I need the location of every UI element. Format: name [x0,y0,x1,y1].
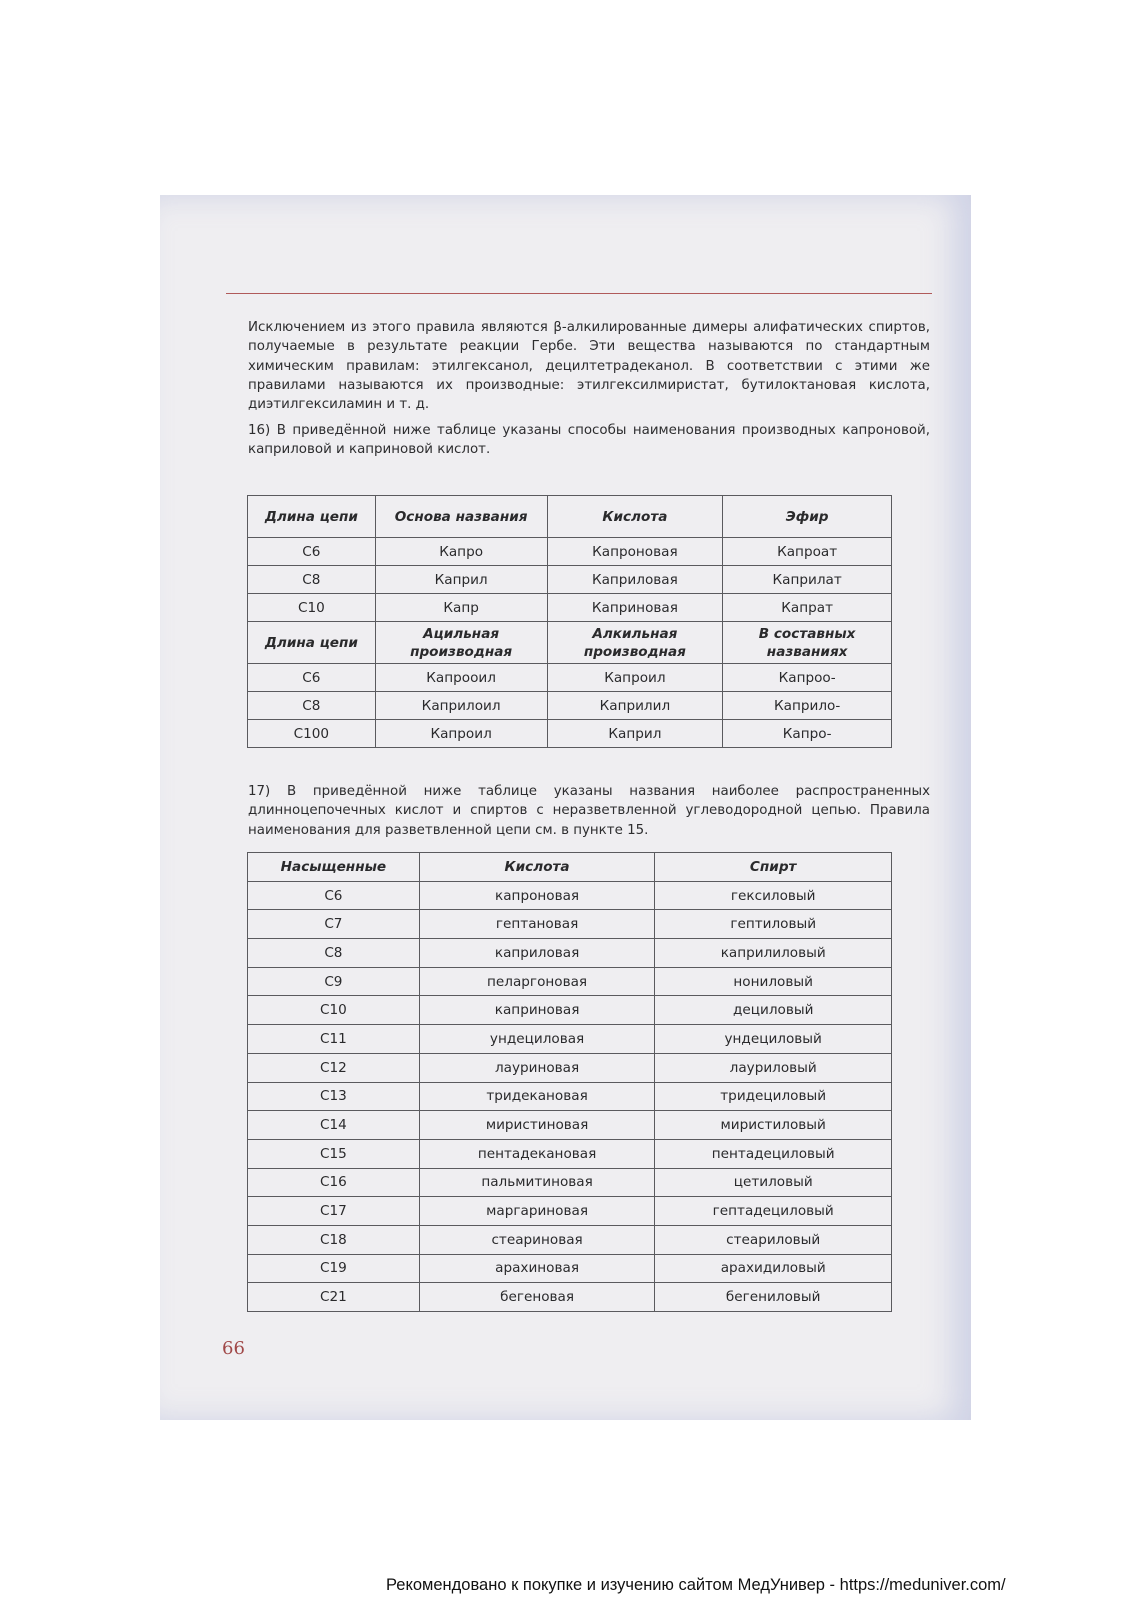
table-cell: гептиловый [655,910,892,939]
table-row [248,1254,892,1283]
scanned-page [160,195,971,1420]
table-cell: C8 [248,939,420,968]
table-cell: каприлиловый [655,939,892,968]
table-cell: C11 [248,1025,420,1054]
table-cell: C12 [248,1053,420,1082]
table-cell: C8 [248,692,376,720]
table-cell: C8 [248,566,376,594]
table-cell: стеариновая [419,1225,655,1254]
naming-table-16 [247,495,892,748]
header-cell: Кислота [547,496,723,538]
table-cell: Каприлоил [375,692,547,720]
table-cell: лауриловый [655,1053,892,1082]
table-row [248,664,892,692]
table-cell: Каприл [375,566,547,594]
table-cell: маргариновая [419,1197,655,1226]
table-cell: каприновая [419,996,655,1025]
table-cell: пентадециловый [655,1139,892,1168]
table-cell: гептановая [419,910,655,939]
table-cell: C10 [248,996,420,1025]
table-cell: Каприл [547,720,723,748]
table-cell: Каприловая [547,566,723,594]
table-cell: Каприло- [723,692,892,720]
table-cell: C6 [248,664,376,692]
table-row [248,1225,892,1254]
table-cell: Капро [375,538,547,566]
table-row [248,1082,892,1111]
table-row [248,1168,892,1197]
table-row [248,594,892,622]
table-cell: миристиновая [419,1111,655,1140]
header-cell: Алкильная производная [547,622,723,664]
table-cell: C6 [248,881,420,910]
table-cell: дециловый [655,996,892,1025]
table-cell: Капро- [723,720,892,748]
table-row [248,1053,892,1082]
table-row [248,538,892,566]
paragraph-item-16: 16) В приведённой ниже таблице указаны способы наименования производных капроновой, каприловой и каприновой кислот. [248,423,930,458]
table-row [248,881,892,910]
table-cell: тридециловый [655,1082,892,1111]
table-cell: C6 [248,538,376,566]
table-row [248,967,892,996]
table-row [248,996,892,1025]
table-cell: Капроoил [375,664,547,692]
table-cell: Капрат [723,594,892,622]
table-cell: Капроил [375,720,547,748]
table-cell: каприловая [419,939,655,968]
table-cell: Каприновая [547,594,723,622]
table-cell: C19 [248,1254,420,1283]
table-row [248,1025,892,1054]
table-cell: Капроо- [723,664,892,692]
table-row [248,1283,892,1312]
table-cell: арахидиловый [655,1254,892,1283]
table-cell: гексиловый [655,881,892,910]
table-row [248,1139,892,1168]
table-cell: цетиловый [655,1168,892,1197]
table-cell: пальмитиновая [419,1168,655,1197]
table-row [248,720,892,748]
table-cell: C10 [248,594,376,622]
table-row [248,566,892,594]
table-cell: бегениловый [655,1283,892,1312]
header-cell: Насыщенные [248,853,420,882]
table-cell: нониловый [655,967,892,996]
table-cell: арахиновая [419,1254,655,1283]
header-cell: В составных названиях [723,622,892,664]
paragraph-item-17: 17) В приведённой ниже таблице указаны названия наиболее распространенных длинноцепочечных кислот и спиртов с неразветвленной углеводородной цепью. Правила наименования для разветвленной цепи см. в пункте 15. [248,784,930,838]
table-row [248,1111,892,1140]
table-cell: пентадекановая [419,1139,655,1168]
header-cell: Основа названия [375,496,547,538]
table-cell: Капроат [723,538,892,566]
paragraph-guerbet-exception: Исключением из этого правила являются β-алкилированные димеры алифатических спиртов, получаемые в результате реакции Гербе. Эти вещества называются по стандартным химическим правилам: этилгексанол, децилтетрадеканол. В соответствии с этими же правилами называются их производные: этилгексилмиристат, бутилоктановая кислота, диэтилгексиламин и т. д. [248,320,930,413]
table-cell: C100 [248,720,376,748]
table-row [248,1197,892,1226]
table-cell: капроновая [419,881,655,910]
table-cell: Капр [375,594,547,622]
table-cell: C9 [248,967,420,996]
table-cell: Каприлат [723,566,892,594]
header-cell: Ацильная производная [375,622,547,664]
header-cell: Спирт [655,853,892,882]
table-cell: ундециловая [419,1025,655,1054]
table-cell: стеариловый [655,1225,892,1254]
table-cell: Каприлил [547,692,723,720]
table-header-row [248,496,892,538]
table-cell: Капроновая [547,538,723,566]
table-cell: C18 [248,1225,420,1254]
table-row [248,939,892,968]
table-row [248,692,892,720]
table-cell: пеларгоновая [419,967,655,996]
table-cell: тридекановая [419,1082,655,1111]
table-cell: миристиловый [655,1111,892,1140]
table-cell: Капроил [547,664,723,692]
table-cell: C13 [248,1082,420,1111]
table-cell: C21 [248,1283,420,1312]
table-cell: C16 [248,1168,420,1197]
header-cell: Эфир [723,496,892,538]
table-row [248,910,892,939]
table-cell: C17 [248,1197,420,1226]
header-cell: Длина цепи [248,622,376,664]
header-cell: Кислота [419,853,655,882]
table-cell: ундециловый [655,1025,892,1054]
page-number: 66 [222,1338,245,1359]
acids-alcohols-table [247,852,892,1312]
table-header-row [248,853,892,882]
footer-recommendation: Рекомендовано к покупке и изучению сайтом МедУнивер - https://meduniver.com/ [386,1576,1006,1594]
table-cell: C7 [248,910,420,939]
table-cell: бегеновая [419,1283,655,1312]
table-cell: лауриновая [419,1053,655,1082]
header-cell: Длина цепи [248,496,376,538]
table-cell: C14 [248,1111,420,1140]
table-cell: C15 [248,1139,420,1168]
header-rule [226,293,932,294]
table-cell: гептадециловый [655,1197,892,1226]
table-header-row [248,622,892,664]
